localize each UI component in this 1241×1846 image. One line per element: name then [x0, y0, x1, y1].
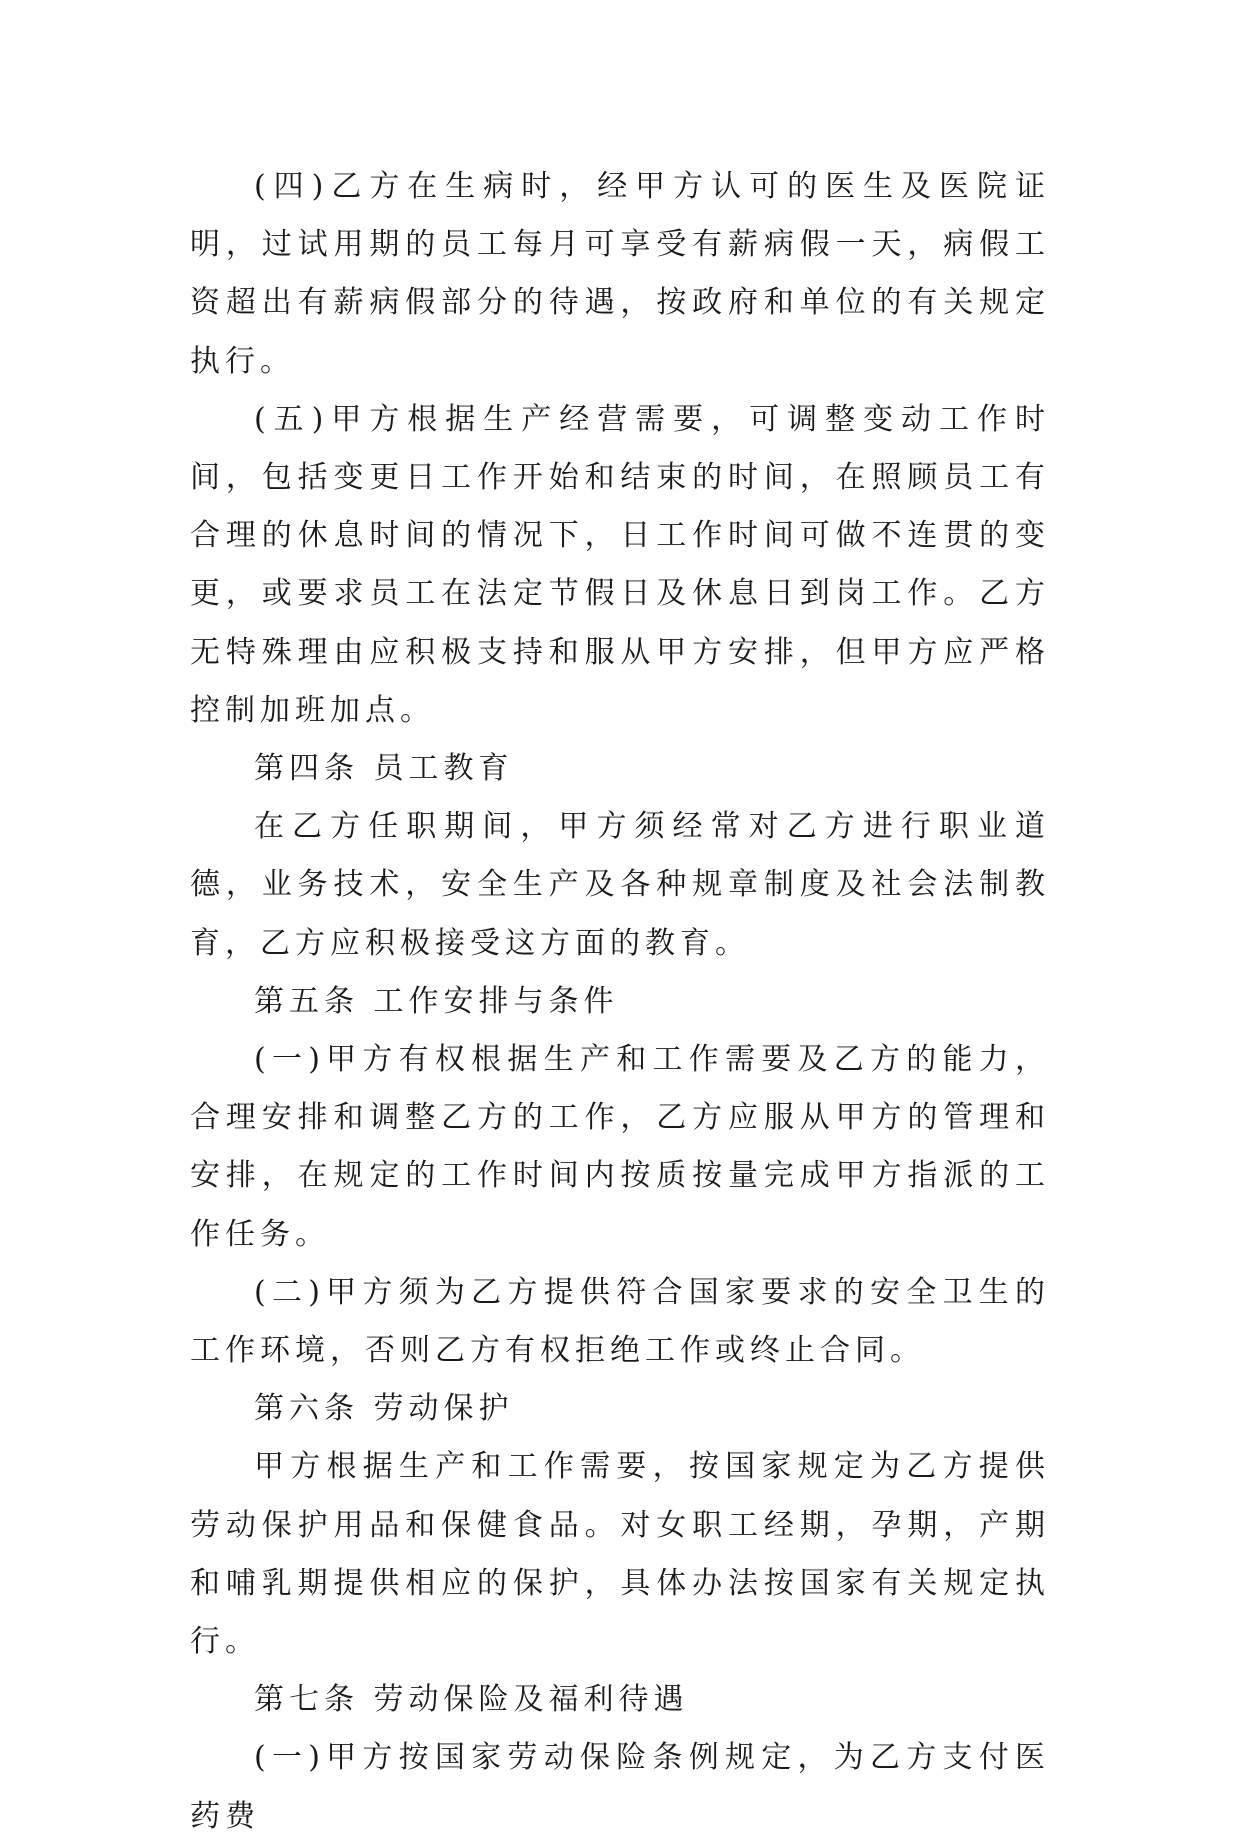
- paragraph-work-assignment: (一)甲方有权根据生产和工作需要及乙方的能力，合理安排和调整乙方的工作，乙方应服从甲方的管理和安排，在规定的工作时间内按质按量完成甲方指派的工作任务。: [190, 1042, 1050, 1252]
- article-7-heading: 第七条 劳动保险及福利待遇: [254, 1682, 689, 1718]
- paragraph-employee-education: 在乙方任职期间，甲方须经常对乙方进行职业道德，业务技术，安全生产及各种规章制度及社会法制教育，乙方应积极接受这方面的教育。: [190, 809, 1050, 961]
- article-4-heading: 第四条 员工教育: [254, 751, 514, 787]
- paragraph-labor-protection: 甲方根据生产和工作需要，按国家规定为乙方提供劳动保护用品和保健食品。对女职工经期，孕期，产期和哺乳期提供相应的保护，具体办法按国家有关规定执行。: [190, 1449, 1050, 1660]
- paragraph-working-hours: (五)甲方根据生产经营需要，可调整变动工作时间，包括变更日工作开始和结束的时间，在照顾员工有合理的休息时间的情况下，日工作时间可做不连贯的变更，或要求员工在法定节假日及休息日到岗工作。乙方无特殊理由应积极支持和服从甲方安排，但甲方应严格控制加班加点。: [190, 401, 1050, 728]
- article-6-heading: 第六条 劳动保护: [254, 1391, 514, 1427]
- paragraph-sick-leave: (四)乙方在生病时，经甲方认可的医生及医院证明，过试用期的员工每月可享受有薪病假一天，病假工资超出有薪病假部分的待遇，按政府和单位的有关规定执行。: [190, 169, 1050, 379]
- document-body: [190, 158, 1050, 1846]
- paragraph-work-environment: (二)甲方须为乙方提供符合国家要求的安全卫生的工作环境，否则乙方有权拒绝工作或终止合同。: [190, 1274, 1050, 1369]
- article-5-heading: 第五条 工作安排与条件: [254, 983, 619, 1019]
- paragraph-labor-insurance: (一)甲方按国家劳动保险条例规定，为乙方支付医药费: [190, 1740, 1050, 1834]
